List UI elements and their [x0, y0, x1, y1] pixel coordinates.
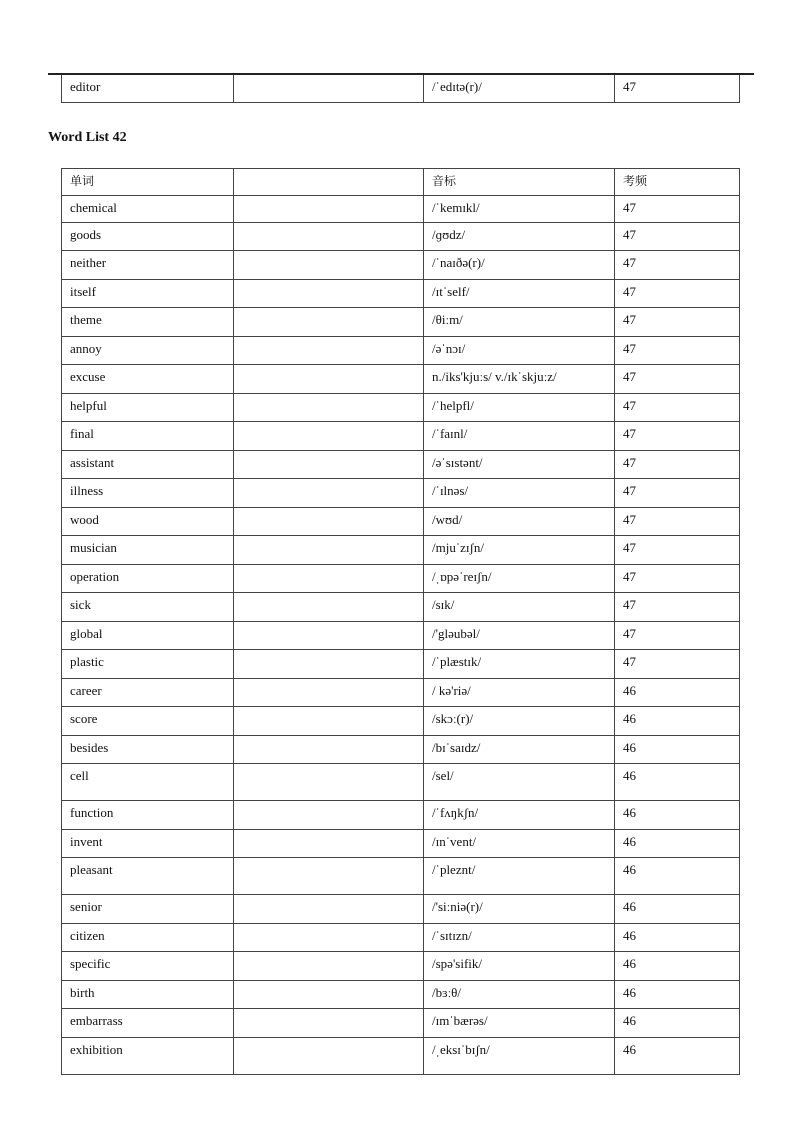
word-cell: itself	[62, 280, 234, 308]
table-row	[62, 736, 740, 764]
table-row	[62, 764, 740, 801]
word-list-table	[61, 168, 740, 1075]
meaning-cell	[234, 1038, 424, 1075]
word-cell: sick	[62, 593, 234, 622]
frequency-cell: 46	[615, 924, 740, 952]
word-cell: theme	[62, 308, 234, 337]
phonetic-cell: /ˈplæstɪk/	[424, 650, 615, 679]
meaning-cell	[234, 251, 424, 280]
phonetic-cell: /ˈnaɪðə(r)/	[424, 251, 615, 280]
section-heading: Word List 42	[48, 130, 127, 145]
phonetic-cell: /əˈnɔɪ/	[424, 337, 615, 365]
meaning-cell	[234, 394, 424, 422]
frequency-cell: 46	[615, 858, 740, 895]
meaning-cell	[234, 451, 424, 479]
meaning-cell	[234, 924, 424, 952]
phonetic-cell: /ˈhelpfl/	[424, 394, 615, 422]
column-header-meaning	[234, 169, 424, 196]
meaning-cell	[234, 764, 424, 801]
phonetic-cell: /ˈɪlnəs/	[424, 479, 615, 508]
phonetic-cell: /'gləubəl/	[424, 622, 615, 650]
frequency-cell: 47	[615, 479, 740, 508]
table-row	[62, 801, 740, 830]
table-row	[62, 650, 740, 679]
word-cell: musician	[62, 536, 234, 565]
phonetic-cell: /ˈfaɪnl/	[424, 422, 615, 451]
frequency-cell: 47	[615, 451, 740, 479]
meaning-cell	[234, 536, 424, 565]
phonetic-cell: /sɪk/	[424, 593, 615, 622]
table-row	[62, 707, 740, 736]
phonetic-cell: /ɪnˈvent/	[424, 830, 615, 858]
frequency-cell: 46	[615, 952, 740, 981]
frequency-cell: 47	[615, 308, 740, 337]
frequency-cell: 47	[615, 508, 740, 536]
meaning-cell	[234, 736, 424, 764]
phonetic-cell: /ˌɒpəˈreɪʃn/	[424, 565, 615, 593]
phonetic-cell: /mjuˈzɪʃn/	[424, 536, 615, 565]
meaning-cell	[234, 593, 424, 622]
table-row	[62, 394, 740, 422]
table-row	[62, 858, 740, 895]
word-cell: operation	[62, 565, 234, 593]
meaning-cell	[234, 679, 424, 707]
meaning-cell	[234, 75, 424, 103]
word-cell: goods	[62, 223, 234, 251]
frequency-cell: 46	[615, 764, 740, 801]
meaning-cell	[234, 801, 424, 830]
frequency-cell: 46	[615, 679, 740, 707]
frequency-cell: 47	[615, 251, 740, 280]
word-cell: embarrass	[62, 1009, 234, 1038]
table-row	[62, 280, 740, 308]
word-cell: illness	[62, 479, 234, 508]
word-cell: assistant	[62, 451, 234, 479]
table-header-row	[62, 169, 740, 196]
meaning-cell	[234, 308, 424, 337]
word-cell: cell	[62, 764, 234, 801]
table-row	[62, 451, 740, 479]
meaning-cell	[234, 280, 424, 308]
word-cell: specific	[62, 952, 234, 981]
table-row	[62, 365, 740, 394]
frequency-cell: 46	[615, 801, 740, 830]
column-header-frequency: 考频	[615, 169, 740, 196]
phonetic-cell: /ˈedɪtə(r)/	[424, 75, 615, 103]
frequency-cell: 47	[615, 196, 740, 223]
phonetic-cell: /əˈsɪstənt/	[424, 451, 615, 479]
table-row	[62, 593, 740, 622]
frequency-cell: 47	[615, 650, 740, 679]
frequency-cell: 47	[615, 565, 740, 593]
word-cell: neither	[62, 251, 234, 280]
table-row	[62, 75, 740, 103]
phonetic-cell: /'siːniə(r)/	[424, 895, 615, 924]
frequency-cell: 46	[615, 1038, 740, 1075]
word-cell: chemical	[62, 196, 234, 223]
word-cell: global	[62, 622, 234, 650]
meaning-cell	[234, 952, 424, 981]
frequency-cell: 46	[615, 895, 740, 924]
table-row	[62, 830, 740, 858]
frequency-cell: 47	[615, 75, 740, 103]
frequency-cell: 47	[615, 622, 740, 650]
table-row	[62, 536, 740, 565]
word-cell: excuse	[62, 365, 234, 394]
column-header-word: 单词	[62, 169, 234, 196]
frequency-cell: 46	[615, 981, 740, 1009]
word-cell: helpful	[62, 394, 234, 422]
word-cell: birth	[62, 981, 234, 1009]
phonetic-cell: /ˈfʌŋkʃn/	[424, 801, 615, 830]
table-row	[62, 981, 740, 1009]
word-cell: senior	[62, 895, 234, 924]
table-row	[62, 479, 740, 508]
meaning-cell	[234, 895, 424, 924]
phonetic-cell: /θiːm/	[424, 308, 615, 337]
frequency-cell: 47	[615, 536, 740, 565]
frequency-cell: 47	[615, 593, 740, 622]
meaning-cell	[234, 508, 424, 536]
frequency-cell: 47	[615, 280, 740, 308]
phonetic-cell: /ˈpleznt/	[424, 858, 615, 895]
meaning-cell	[234, 830, 424, 858]
meaning-cell	[234, 196, 424, 223]
word-cell: pleasant	[62, 858, 234, 895]
phonetic-cell: /sel/	[424, 764, 615, 801]
column-header-phonetic: 音标	[424, 169, 615, 196]
table-row	[62, 895, 740, 924]
word-cell: invent	[62, 830, 234, 858]
phonetic-cell: /ˌeksɪˈbɪʃn/	[424, 1038, 615, 1075]
meaning-cell	[234, 622, 424, 650]
word-cell: exhibition	[62, 1038, 234, 1075]
word-cell: final	[62, 422, 234, 451]
meaning-cell	[234, 981, 424, 1009]
table-row	[62, 508, 740, 536]
meaning-cell	[234, 650, 424, 679]
table-row	[62, 565, 740, 593]
table-row	[62, 337, 740, 365]
table-row	[62, 1009, 740, 1038]
phonetic-cell: /wʊd/	[424, 508, 615, 536]
frequency-cell: 47	[615, 365, 740, 394]
table-row	[62, 679, 740, 707]
phonetic-cell: / kə'riə/	[424, 679, 615, 707]
phonetic-cell: /ɪmˈbærəs/	[424, 1009, 615, 1038]
phonetic-cell: /ɡʊdz/	[424, 223, 615, 251]
previous-word-table	[61, 75, 740, 103]
phonetic-cell: /bɜːθ/	[424, 981, 615, 1009]
meaning-cell	[234, 479, 424, 508]
table-row	[62, 308, 740, 337]
word-cell: wood	[62, 508, 234, 536]
meaning-cell	[234, 1009, 424, 1038]
frequency-cell: 47	[615, 422, 740, 451]
word-cell: plastic	[62, 650, 234, 679]
table-row	[62, 251, 740, 280]
word-cell: editor	[62, 75, 234, 103]
phonetic-cell: /spə'sifik/	[424, 952, 615, 981]
phonetic-cell: /ˈkemɪkl/	[424, 196, 615, 223]
phonetic-cell: /skɔː(r)/	[424, 707, 615, 736]
meaning-cell	[234, 223, 424, 251]
frequency-cell: 47	[615, 223, 740, 251]
table-row	[62, 196, 740, 223]
meaning-cell	[234, 422, 424, 451]
table-row	[62, 952, 740, 981]
frequency-cell: 46	[615, 707, 740, 736]
phonetic-cell: n./iks'kjuːs/ v./ɪkˈskjuːz/	[424, 365, 615, 394]
table-row	[62, 924, 740, 952]
word-cell: annoy	[62, 337, 234, 365]
word-cell: score	[62, 707, 234, 736]
frequency-cell: 47	[615, 337, 740, 365]
word-cell: function	[62, 801, 234, 830]
table-row	[62, 1038, 740, 1075]
word-cell: citizen	[62, 924, 234, 952]
frequency-cell: 46	[615, 830, 740, 858]
table-row	[62, 422, 740, 451]
word-cell: besides	[62, 736, 234, 764]
frequency-cell: 47	[615, 394, 740, 422]
meaning-cell	[234, 858, 424, 895]
frequency-cell: 46	[615, 736, 740, 764]
phonetic-cell: /bɪˈsaɪdz/	[424, 736, 615, 764]
phonetic-cell: /ɪtˈself/	[424, 280, 615, 308]
table-row	[62, 223, 740, 251]
meaning-cell	[234, 565, 424, 593]
table-row	[62, 622, 740, 650]
frequency-cell: 46	[615, 1009, 740, 1038]
meaning-cell	[234, 707, 424, 736]
word-cell: career	[62, 679, 234, 707]
meaning-cell	[234, 365, 424, 394]
meaning-cell	[234, 337, 424, 365]
phonetic-cell: /ˈsɪtɪzn/	[424, 924, 615, 952]
